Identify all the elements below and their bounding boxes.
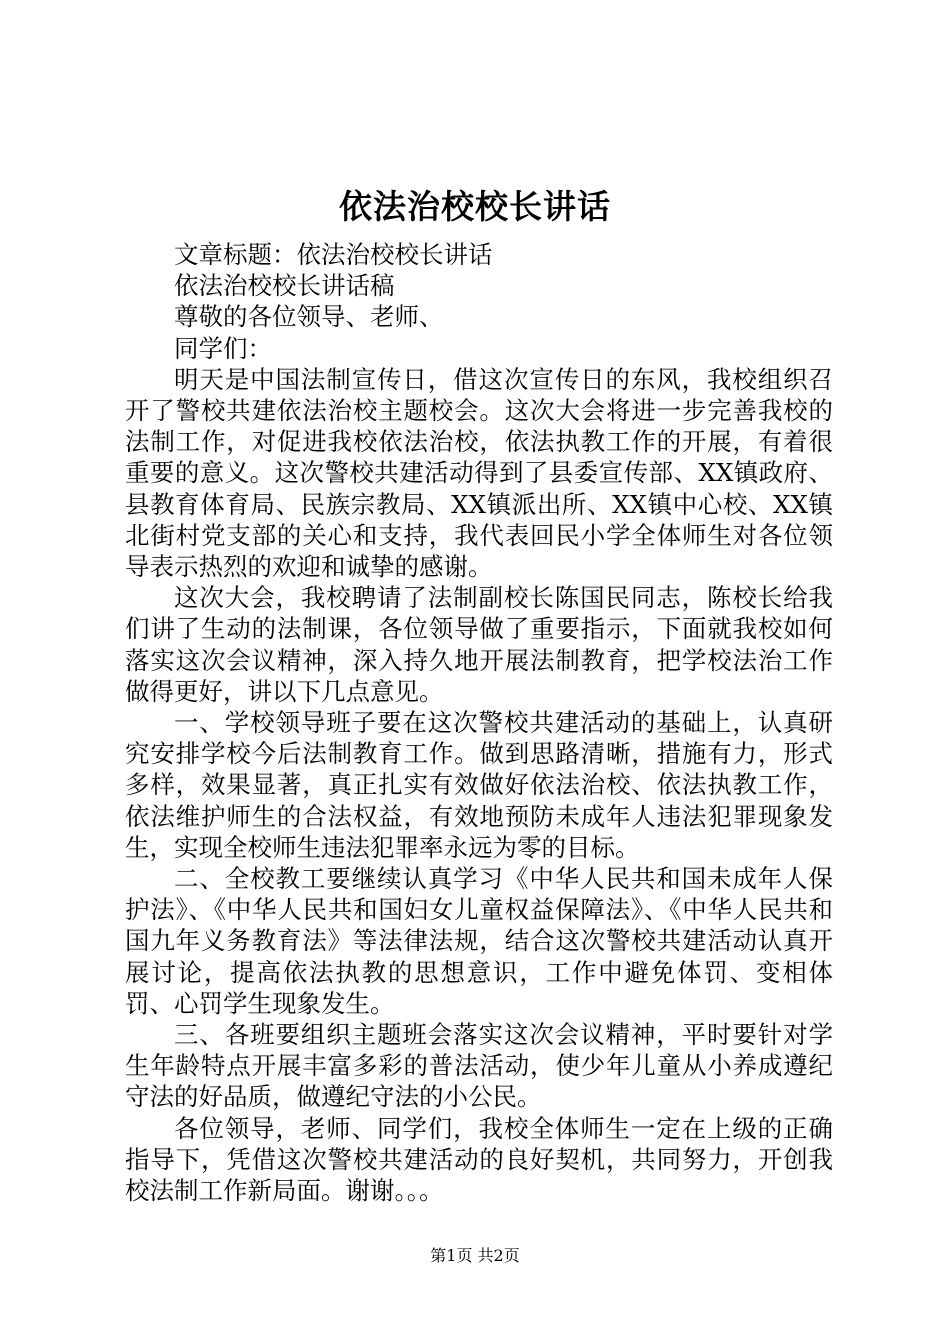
salutation-line: 尊敬的各位领导、老师、	[174, 302, 444, 332]
body-paragraph: 二、全校教工要继续认真学习《中华人民共和国未成年人保护法》、《中华人民共和国妇女儿童权益保障法》、《中华人民共和国九年义务教育法》等法律法规，结合这次警校共建活动认真开展讨论，提高依法执教的思想意识，工作中避免体罚、变相体罚、心罚学生现象发生。	[125, 864, 833, 1018]
body-paragraph: 明天是中国法制宣传日，借这次宣传日的东风，我校组织召开了警校共建依法治校主题校会。这次大会将进一步完善我校的法制工作，对促进我校依法治校，依法执教工作的开展，有着很重要的意义。这次警校共建活动得到了县委宣传部、XX镇政府、县教育体育局、民族宗教局、XX镇派出所、XX镇中心校、XX镇北街村党支部的关心和支持，我代表回民小学全体师生对各位领导表示热烈的欢迎和诚挚的感谢。	[125, 364, 833, 582]
body-paragraph: 一、学校领导班子要在这次警校共建活动的基础上，认真研究安排学校今后法制教育工作。做到思路清晰，措施有力，形式多样，效果显著，真正扎实有效做好依法治校、依法执教工作，依法维护师生的合法权益，有效地预防未成年人违法犯罪现象发生，实现全校师生违法犯罪率永远为零的目标。	[125, 708, 833, 862]
body-paragraph: 三、各班要组织主题班会落实这次会议精神，平时要针对学生年龄特点开展丰富多彩的普法活动，使少年儿童从小养成遵纪守法的好品质，做遵纪守法的小公民。	[125, 1020, 833, 1112]
body-paragraph: 这次大会，我校聘请了法制副校长陈国民同志，陈校长给我们讲了生动的法制课，各位领导做了重要指示，下面就我校如何落实这次会议精神，深入持久地开展法制教育，把学校法治工作做得更好，讲以下几点意见。	[125, 583, 833, 706]
document-body	[125, 239, 833, 1206]
closing-paragraph: 各位领导，老师、同学们，我校全体师生一定在上级的正确指导下，凭借这次警校共建活动的良好契机，共同努力，开创我校法制工作新局面。谢谢。。。	[125, 1113, 833, 1206]
page-number-footer: 第1页 共2页	[430, 1246, 520, 1265]
speech-subtitle: 依法治校校长讲话稿	[174, 271, 395, 301]
salutation-line: 同学们：	[174, 333, 272, 363]
document-title: 依法治校校长讲话	[339, 187, 611, 226]
article-title-line: 文章标题：依法治校校长讲话	[174, 240, 493, 269]
